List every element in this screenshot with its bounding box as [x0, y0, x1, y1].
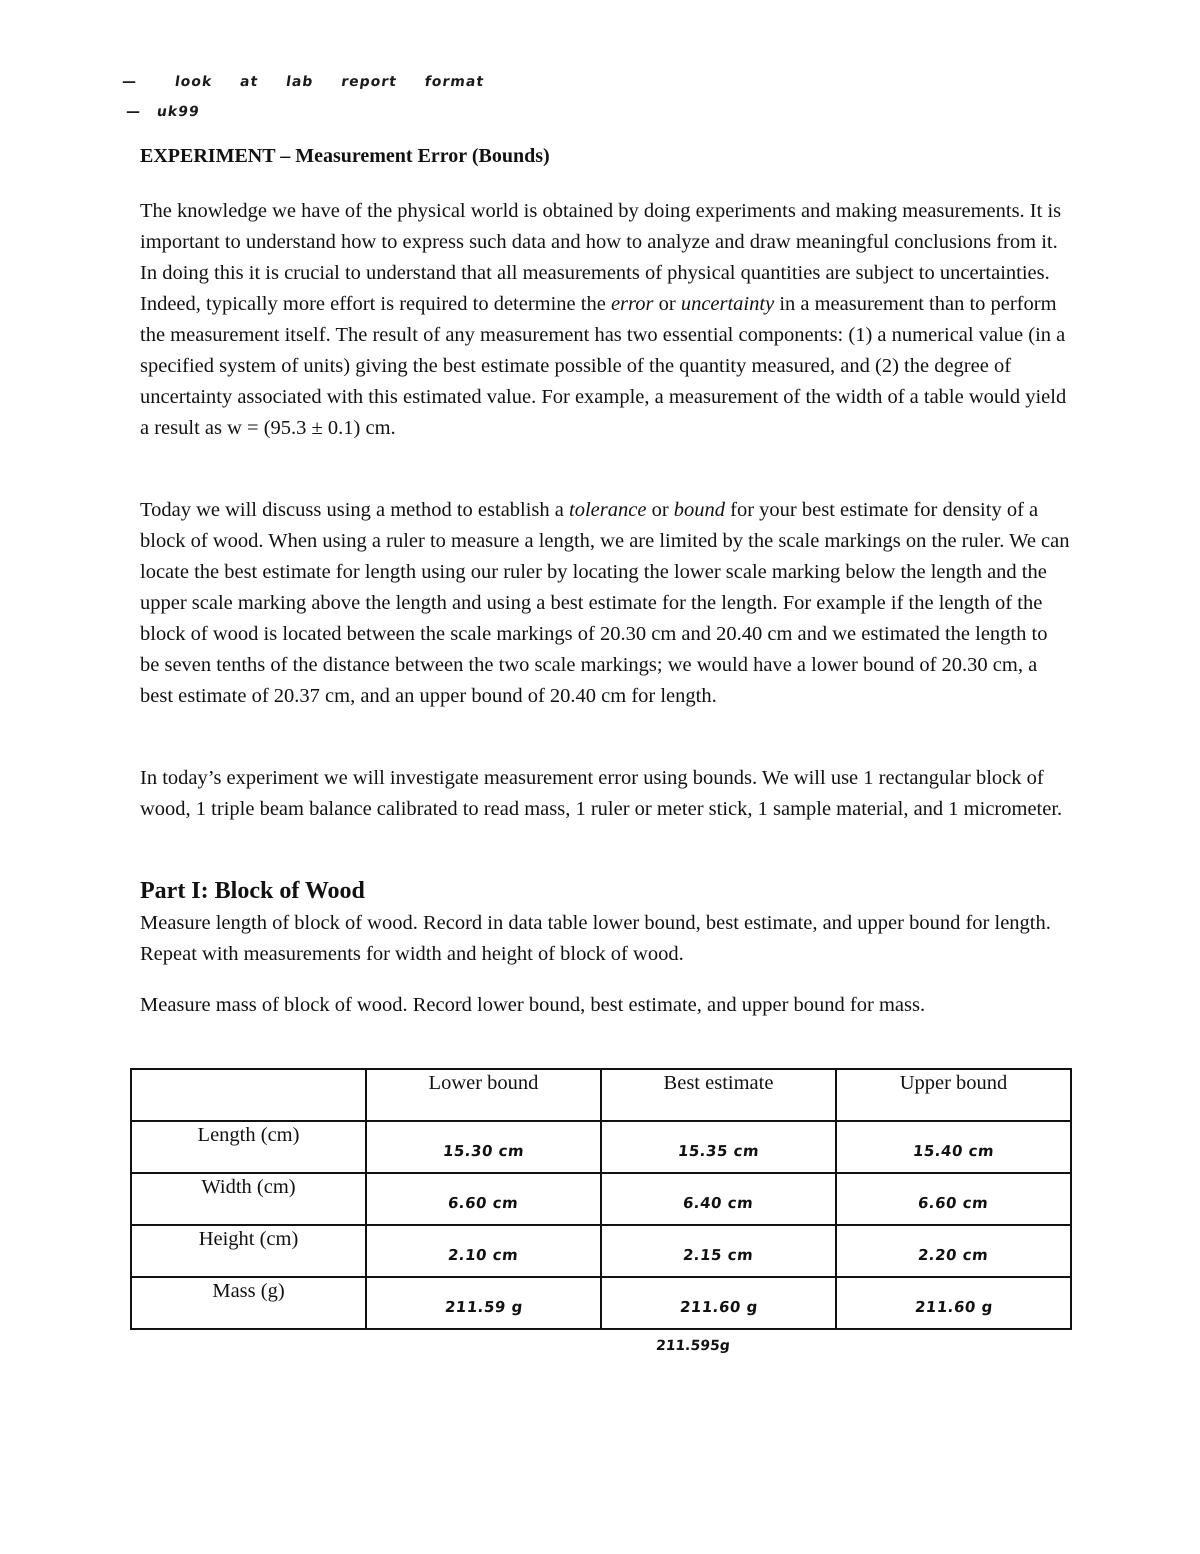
handwritten-note-1-text: look at lab report format: [173, 74, 486, 90]
handwritten-value: 211.59 g: [443, 1298, 524, 1316]
handwritten-value: 15.30 cm: [441, 1142, 526, 1160]
row-label: Length (cm): [131, 1121, 366, 1173]
handwritten-mass-note: 211.595g: [655, 1338, 731, 1354]
document-title: EXPERIMENT – Measurement Error (Bounds): [140, 145, 550, 167]
method-emphasis-tolerance: tolerance: [569, 499, 647, 521]
table-header-cell: Best estimate: [601, 1069, 836, 1121]
method-text-b: or: [646, 499, 674, 521]
table-row: [131, 1225, 1071, 1277]
table-cell: [366, 1225, 601, 1277]
table-header-cell: Upper bound: [836, 1069, 1071, 1121]
row-label: Mass (g): [131, 1277, 366, 1329]
table-cell: [836, 1225, 1071, 1277]
intro-text-a: The knowledge we have of the physical world is obtained by doing experiments and making measurements. It is important to understand how to express such data and how to analyze and draw meaningful conclusions from it. In doing this it is crucial to understand that all measurements of physical quantities are subject to uncertainties. Indeed, typically more effort is required to determine the: [140, 200, 1062, 315]
table-cell: [366, 1277, 601, 1329]
table-header-cell: [131, 1069, 366, 1121]
arrow-icon: —: [124, 104, 143, 120]
part-heading: Part I: Block of Wood: [140, 878, 365, 904]
table-cell: [366, 1121, 601, 1173]
intro-emphasis-uncertainty: uncertainty: [680, 293, 775, 315]
method-paragraph: [140, 495, 1070, 712]
handwritten-value: 6.60 cm: [917, 1194, 990, 1212]
handwritten-value: 15.35 cm: [676, 1142, 761, 1160]
table-cell: [601, 1277, 836, 1329]
handwritten-note-2: [125, 104, 201, 120]
table-row: [131, 1277, 1071, 1329]
row-label: Height (cm): [131, 1225, 366, 1277]
instructions-paragraph-1: Measure length of block of wood. Record in data table lower bound, best estimate, and upper bound for length. Repeat with measurements for width and height of block of wood.: [140, 912, 1051, 965]
handwritten-value: 2.20 cm: [917, 1246, 990, 1264]
handwritten-note-1: [121, 74, 485, 90]
handwritten-value: 211.60 g: [678, 1298, 759, 1316]
table-row: [131, 1121, 1071, 1173]
equipment-paragraph: In today’s experiment we will investigate measurement error using bounds. We will use 1 rectangular block of wood, 1 triple beam balance calibrated to read mass, 1 ruler or meter stick, 1 sample material, and 1 micrometer.: [140, 767, 1063, 820]
handwritten-value: 2.15 cm: [682, 1246, 755, 1264]
intro-paragraph: [140, 196, 1070, 444]
data-table: [130, 1068, 1072, 1330]
method-emphasis-bound: bound: [673, 499, 726, 521]
table-header-cell: Lower bound: [366, 1069, 601, 1121]
handwritten-value: 15.40 cm: [911, 1142, 996, 1160]
method-text-a: Today we will discuss using a method to establish a: [140, 499, 570, 521]
handwritten-value: 2.10 cm: [447, 1246, 520, 1264]
table-cell: [366, 1173, 601, 1225]
table-cell: [836, 1277, 1071, 1329]
intro-text-c: in a measurement than to perform the measurement itself. The result of any measurement has two essential components: (1) a numerical value (in a specified system of units) giving the best estimate possible of the quantity measured, and (2) the degree of uncertainty associated with this estimated value. For example, a measurement of the width of a table would yield a result as w = (95.3 ± 0.1) cm.: [140, 293, 1067, 439]
intro-text-b: or: [653, 293, 681, 315]
handwritten-value: 6.40 cm: [682, 1194, 755, 1212]
table-cell: [836, 1173, 1071, 1225]
table-cell: [836, 1121, 1071, 1173]
row-label: Width (cm): [131, 1173, 366, 1225]
table-cell: [601, 1225, 836, 1277]
handwritten-value: 211.60 g: [913, 1298, 994, 1316]
table-cell: [601, 1121, 836, 1173]
handwritten-note-2-text: uk99: [155, 104, 201, 120]
method-text-c: for your best estimate for density of a block of wood. When using a ruler to measure a length, we are limited by the scale markings on the ruler. We can locate the best estimate for length using our ruler by locating the lower scale marking below the length and the upper scale marking above the length and using a best estimate for the length. For example if the length of the block of wood is located between the scale markings of 20.30 cm and 20.40 cm and we estimated the length to be seven tenths of the distance between the two scale markings; we would have a lower bound of 20.30 cm, a best estimate of 20.37 cm, and an upper bound of 20.40 cm for length.: [140, 499, 1070, 707]
table-header-row: [131, 1069, 1071, 1121]
instructions-paragraph-2: Measure mass of block of wood. Record lower bound, best estimate, and upper bound for mass.: [140, 994, 926, 1016]
table-cell: [601, 1173, 836, 1225]
intro-emphasis-error: error: [610, 293, 654, 315]
arrow-icon: —: [120, 74, 139, 90]
table-row: [131, 1173, 1071, 1225]
handwritten-value: 6.60 cm: [447, 1194, 520, 1212]
